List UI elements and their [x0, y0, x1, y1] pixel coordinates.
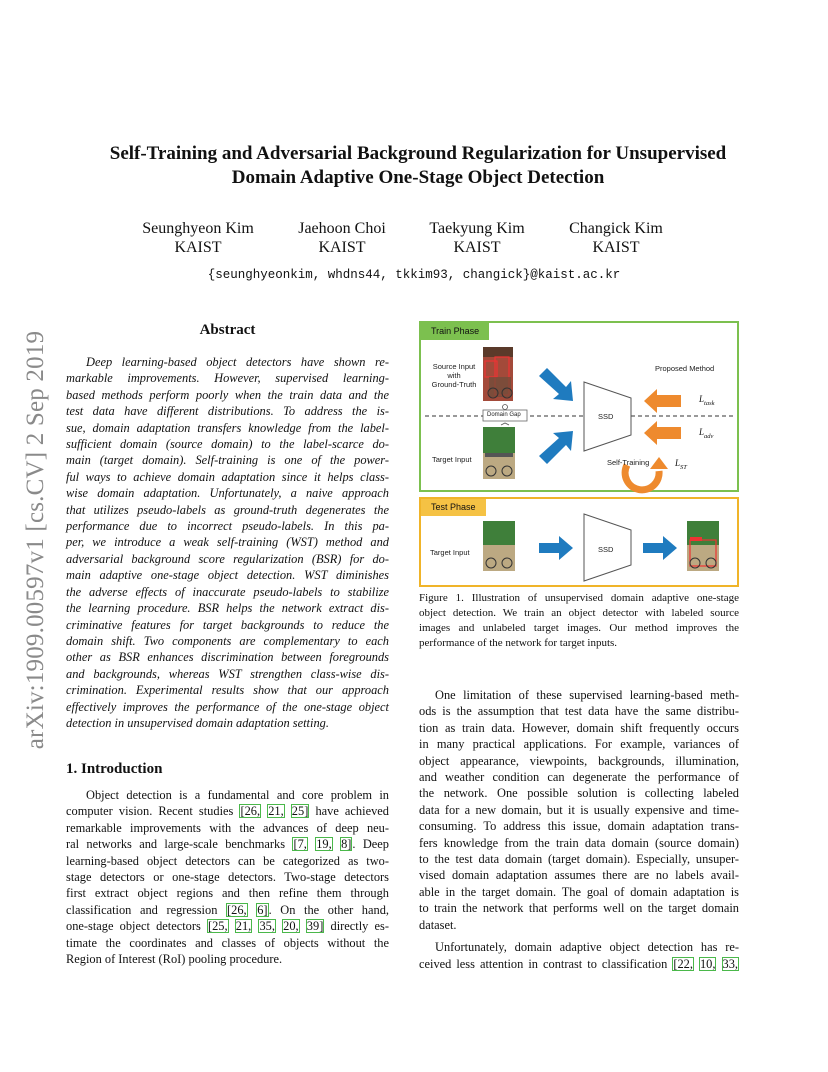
citation-link[interactable]: [25, — [207, 919, 228, 934]
citation-link[interactable]: [22, — [673, 956, 693, 971]
citation-link[interactable]: 10, — [699, 956, 716, 971]
body-line: vised domain adaptation assumes there are no labels avail- — [419, 868, 739, 883]
domain-gap-label: Domain Gap — [487, 412, 521, 418]
body-line: fers knowledge from the train data domain (source domain) — [419, 835, 739, 850]
body-line: and weather condition can degenerate the performance of — [419, 770, 739, 785]
citation-link[interactable]: 21, — [268, 804, 284, 819]
author-name: Changick Kim — [569, 220, 663, 237]
abstract-line: and backgrounds, whereas WST strengthen class-wise dis- — [66, 666, 389, 681]
intro-line: computer vision. Recent studies [26, 21, 25] have achieved — [66, 804, 389, 819]
author-name: Seunghyeon Kim — [142, 220, 254, 237]
citation-link[interactable]: 6] — [257, 902, 268, 917]
intro-line: classification and regression [26, 6]. On the other hand, — [66, 902, 389, 917]
right-column-body — [419, 687, 739, 972]
source-image-thumbnail — [483, 347, 513, 401]
citation-link[interactable]: 19, — [316, 837, 332, 852]
adversarial-loss-arrow — [644, 421, 681, 445]
citation-link[interactable]: 25] — [291, 804, 309, 819]
adversarial-loss-label: $L_{adv}$ — [699, 427, 714, 440]
author-name: Jaehoon Choi — [298, 220, 386, 237]
author-block — [546, 219, 686, 257]
body-line: to train the network that performs well on the target domain — [419, 901, 739, 916]
arxiv-stamp — [14, 290, 58, 790]
caption-line: object detection. We train an object detector with labeled source — [419, 607, 739, 619]
body-line: to the test data domain (target domain). Especially, unsuper- — [419, 852, 739, 867]
intro-line: Region of Interest (RoI) pooling procedure. — [66, 952, 283, 967]
arxiv-stamp-text: arXiv:1909.00597v1 [cs.CV] 2 Sep 2019 — [22, 330, 49, 750]
task-loss-label: $L_{task}$ — [699, 394, 715, 407]
abstract-line: based methods perform poorly when the train data and the — [66, 387, 389, 402]
caption-line: Figure 1. Illustration of unsupervised domain adaptive one-stage — [419, 592, 739, 604]
target-to-ssd-arrow — [539, 431, 573, 464]
figure-1-caption — [419, 591, 739, 651]
citation-link[interactable]: 21, — [235, 919, 252, 934]
citation-link[interactable]: [26, — [240, 804, 261, 819]
caption-line: images and unlabeled target images. Our method improves the — [419, 622, 739, 634]
caption-line: performance of the network for target inputs. — [419, 637, 618, 649]
author-affiliation: KAIST — [318, 239, 366, 256]
abstract-line: criminative features for target backgrounds to reduce the — [66, 617, 389, 632]
intro-line: remarkable improvements with the advances of deep neu- — [66, 820, 389, 835]
test-target-input-label: Target Input — [430, 548, 470, 557]
body-line: consuming. To address this issue, domain adaptation trans- — [419, 819, 739, 834]
body-line: able in the target domain. The goal of domain adaptation is — [419, 884, 739, 899]
source-to-ssd-arrow — [539, 368, 573, 401]
intro-line: stage detectors or one-stage detectors. Two-stage detectors — [66, 870, 389, 885]
test-phase-label: Test Phase — [421, 499, 486, 516]
domain-gap-node — [503, 405, 508, 410]
abstract-line: main adaptive one-stage object detection. WST diminishes — [66, 568, 389, 583]
abstract-line: crimination. Experimental results show that our approach — [66, 683, 389, 698]
abstract-line: that utilizes pseudo-labels as ground-truth degenerates the — [66, 502, 389, 517]
abstract-line: sue, domain adaptation transfers knowledge from the label- — [66, 420, 389, 435]
author-affiliation: KAIST — [592, 239, 640, 256]
abstract-line: wise domain adaptation. Unfortunately, a naive approach — [66, 486, 389, 501]
self-training-loss-label: $L_{ST}$ — [675, 458, 687, 471]
author-block — [128, 219, 268, 257]
body-line: ceived less attention in contrast to classification [22, 10, 33, — [419, 956, 738, 971]
task-loss-arrow — [644, 389, 681, 413]
author-block — [407, 219, 547, 257]
abstract-line: adversarial background score regularization (BSR) for do- — [66, 551, 389, 566]
abstract-line: detection in unsupervised domain adaptation setting. — [66, 715, 329, 730]
abstract-line: domain shift. Two components are complementary to each — [66, 633, 389, 648]
abstract-line: the adverse effects of inaccurate pseudo-labels to stabilize — [66, 584, 389, 599]
body-line: object appearance, viewpoints, backgrounds, illumination, — [419, 753, 739, 768]
self-training-arrowhead — [650, 457, 668, 469]
intro-line: ral networks and large-scale benchmarks [7, 19, 8]. Deep — [66, 837, 389, 852]
abstract-line: test data have different distributions. To address the is- — [66, 404, 389, 419]
title-line-2: Domain Adaptive One-Stage Object Detection — [231, 167, 605, 188]
title-line-1: Self-Training and Adversarial Background Regularization for Unsupervised — [109, 143, 727, 164]
abstract-line: per, we introduce a weak self-training (WST) method and — [66, 535, 389, 550]
author-affiliation: KAIST — [174, 239, 222, 256]
citation-link[interactable]: 20, — [283, 919, 299, 934]
ssd-to-output-arrow — [643, 536, 677, 560]
abstract-line: the learning procedure. BSR helps the network extract dis- — [66, 601, 389, 616]
citation-link[interactable]: [26, — [227, 902, 247, 917]
proposed-method-label: Proposed Method — [655, 364, 715, 373]
target-image-thumbnail — [483, 427, 515, 479]
author-affiliation: KAIST — [453, 239, 501, 256]
citation-link[interactable]: 39] — [306, 919, 324, 934]
input-to-ssd-test-arrow — [539, 536, 573, 560]
intro-line: one-stage object detectors [25, 21, 35, 20, 39] directly es- — [66, 919, 389, 934]
author-block — [272, 219, 412, 257]
intro-line: learning-based object detectors can be categorized as two- — [66, 853, 389, 868]
body-line: dataset. — [419, 917, 457, 932]
abstract-line: markable improvements. However, supervised learning- — [66, 371, 389, 386]
body-line: One limitation of these supervised learning-based meth- — [435, 688, 739, 702]
section-heading-introduction: 1. Introduction — [66, 761, 163, 777]
abstract-line: ful ways to achieve domain adaptation since it helps class- — [66, 469, 389, 484]
paper-title — [60, 142, 776, 190]
intro-line: Object detection is a fundamental and core problem in — [86, 788, 389, 802]
intro-line: first extract object regions and then refine them through — [66, 886, 389, 901]
abstract-line: other as BSR enhances discrimination between foregrounds — [66, 650, 389, 665]
body-line: tion as train data. However, domain shift frequently occurs — [419, 720, 739, 735]
abstract-body — [66, 354, 389, 731]
output-detection-thumbnail — [687, 521, 719, 571]
citation-link[interactable]: 8] — [341, 837, 352, 852]
train-phase-label: Train Phase — [421, 323, 489, 340]
abstract-line: Deep learning-based object detectors have shown re- — [86, 355, 389, 369]
ssd-test-label: SSD — [598, 545, 614, 554]
abstract-heading: Abstract — [199, 322, 256, 338]
body-line: the network. One possible solution is collecting labeled — [419, 786, 739, 801]
introduction-body — [66, 787, 389, 967]
test-target-image-thumbnail — [483, 521, 515, 571]
citation-link[interactable]: 33, — [722, 956, 738, 971]
target-input-label: Target Input — [432, 455, 472, 464]
body-line: data for a new domain, but it is usually expensive and time- — [419, 802, 739, 817]
self-training-label: Self-Training — [607, 458, 650, 467]
author-name: Taekyung Kim — [429, 220, 525, 237]
ssd-label: SSD — [598, 412, 614, 421]
body-line: ods is the assumption that test data have the same distribu- — [419, 704, 739, 719]
domain-gap-node — [501, 423, 509, 425]
citation-link[interactable]: 35, — [259, 919, 275, 934]
source-input-label: Source Input with Ground-Truth — [431, 362, 477, 389]
author-emails: {seunghyeonkim, whdns44, tkkim93, changick}@kaist.ac.kr — [207, 268, 621, 282]
abstract-line: effectively improves the performance of the one-stage object — [66, 699, 389, 714]
citation-link[interactable]: [7, — [293, 837, 307, 852]
abstract-line: main (target domain). Self-training is one of the power- — [66, 453, 389, 468]
body-line: in many practical applications. For example, variances of — [419, 737, 739, 752]
abstract-line: sufficient domain (source domain) to the label-scarce do- — [66, 437, 389, 452]
abstract-line: performance due to incorrect pseudo-labels. In this pa- — [66, 519, 389, 534]
intro-line: timate the coordinates and classes of objects without the — [66, 935, 389, 950]
body-line: Unfortunately, domain adaptive object detection has re- — [435, 940, 739, 955]
